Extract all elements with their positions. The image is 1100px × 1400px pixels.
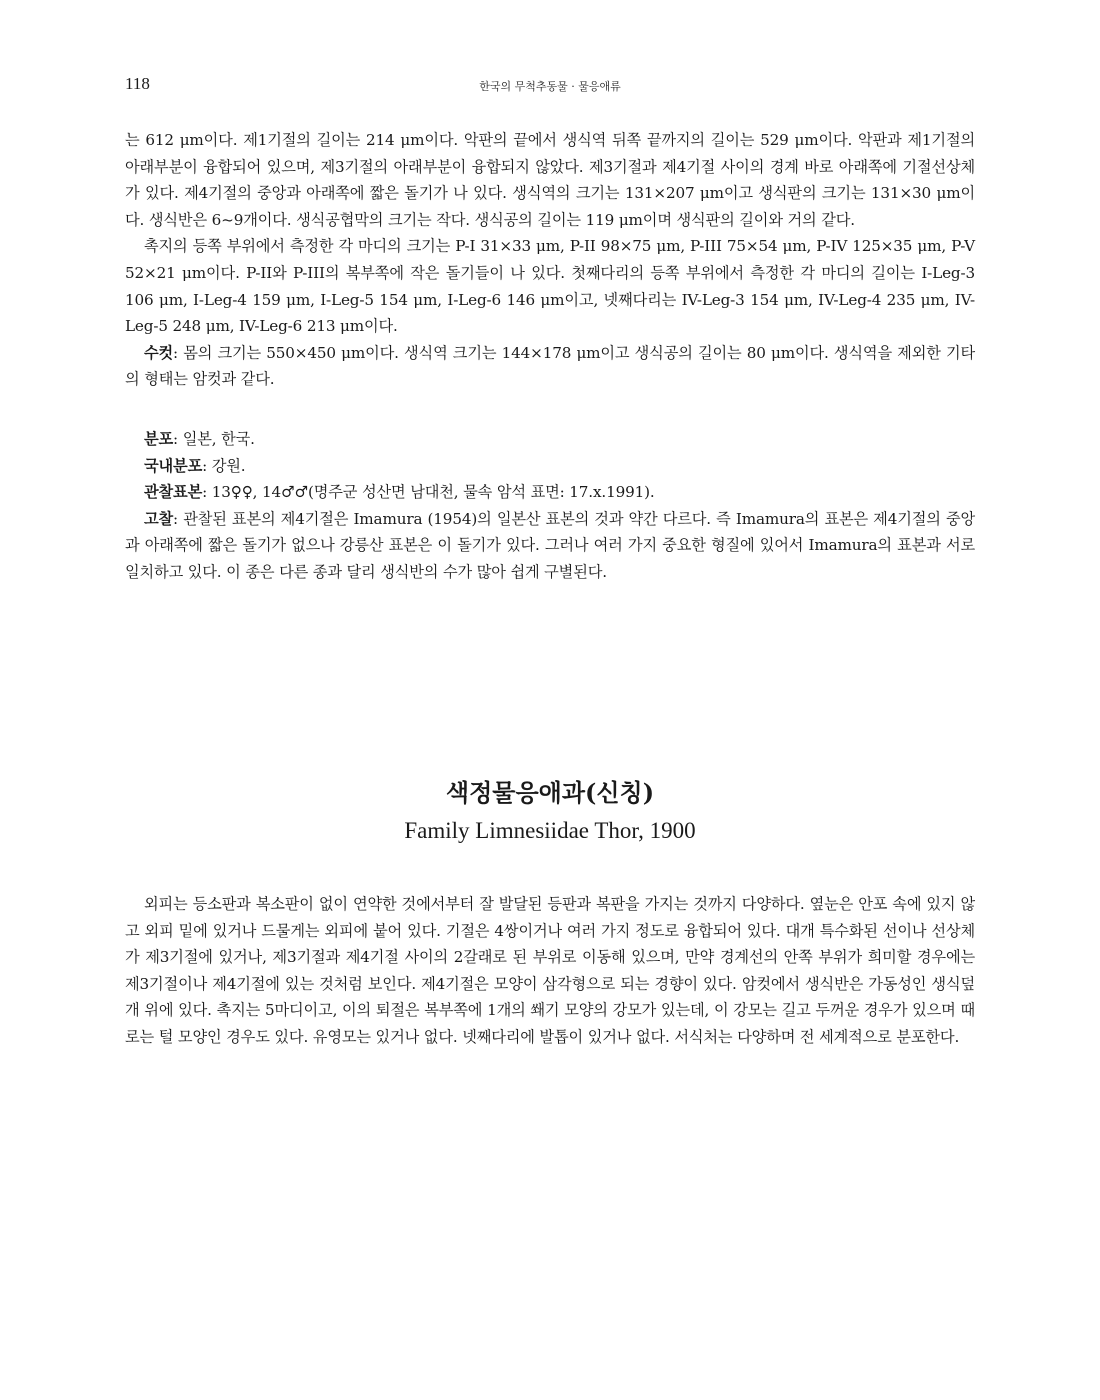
remarks-label: 고찰 [144, 509, 174, 528]
distribution-text: : 일본, 한국. [173, 429, 255, 448]
species-description [125, 127, 975, 586]
page-number: 118 [125, 74, 150, 93]
remarks-entry [125, 506, 975, 586]
korea-distribution-text: : 강원. [202, 456, 246, 475]
specimens-text: : 13♀♀, 14♂♂(명주군 성산면 남대천, 물속 암석 표면: 17.x.1991). [202, 483, 655, 502]
description-paragraph-1: 는 612 μm이다. 제1기절의 길이는 214 μm이다. 악판의 끝에서 생식역 뒤쪽 끝까지의 길이는 529 μm이다. 악판과 제1기절의 아래부분이 융합되어 있으며, 제3기절의 아래부분이 융합되지 않았다. 제3기절과 제4기절 사이의 경계 바로 아래쪽에 기절선상체가 있다. 제4기절의 중앙과 아래쪽에 짧은 돌기가 나 있다. 생식역의 크기는 131×207 μm이고 생식판의 크기는 131×30 μm이다. 생식반은 6~9개이다. 생식공협막의 크기는 작다. 생식공의 길이는 119 μm이며 생식판의 길이와 거의 같다. [125, 131, 975, 229]
specimens-label: 관찰표본 [144, 483, 203, 502]
running-header [125, 74, 975, 98]
male-text: : 몸의 크기는 550×450 μm이다. 생식역 크기는 144×178 μm이고 생식공의 길이는 80 μm이다. 생식역을 제외한 기타의 형태는 암컷과 같다. [125, 343, 975, 389]
specimens-entry [125, 479, 975, 506]
korea-distribution-label: 국내분포 [144, 456, 203, 475]
family-scientific-name: Family Limnesiidae Thor, 1900 [404, 818, 696, 843]
family-description [125, 891, 975, 1051]
remarks-text: : 관찰된 표본의 제4기절은 Imamura (1954)의 일본산 표본의 것과 약간 다르다. 즉 Imamura의 표본은 제4기절의 중앙과 아래쪽에 짧은 돌기가 없으나 강릉산 표본은 이 돌기가 있다. 그러나 여러 가지 중요한 형질에 있어서 Imamura의 표본과 서로 일치하고 있다. 이 종은 다른 종과 달리 생식반의 수가 많아 쉽게 구별된다. [125, 509, 975, 581]
family-heading [125, 776, 975, 848]
family-description-paragraph: 외피는 등소판과 복소판이 없이 연약한 것에서부터 잘 발달된 등판과 복판을 가지는 것까지 다양하다. 옆눈은 안포 속에 있지 않고 외피 밑에 있거나 드물게는 외피에 붙어 있다. 기절은 4쌍이거나 여러 가지 정도로 융합되어 있다. 대개 특수화된 선이나 선상체가 제3기절에 있거나, 제3기절과 제4기절 사이의 2갈래로 된 부위로 이동해 있으며, 만약 경계선의 안쪽 부위가 희미할 경우에는 제3기절이나 제4기절에 있는 것처럼 보인다. 제4기절은 모양이 삼각형으로 되는 경향이 있다. 암컷에서 생식반은 가동성인 생식덮개 위에 있다. 촉지는 5마디이고, 이의 퇴절은 복부쪽에 1개의 쐐기 모양의 강모가 있는데, 이 강모는 길고 두꺼운 경우가 있으며 때로는 털 모양인 경우도 있다. 유영모는 있거나 없다. 넷째다리에 발톱이 있거나 없다. 서식처는 다양하며 전 세계적으로 분포한다. [125, 895, 975, 1046]
male-paragraph [125, 340, 975, 393]
description-paragraph-2: 촉지의 등쪽 부위에서 측정한 각 마디의 크기는 P-I 31×33 μm, P-II 98×75 μm, P-III 75×54 μm, P-IV 125×35 μm, P-V 52×21 μm이다. P-II와 P-III의 복부쪽에 작은 돌기들이 나 있다. 첫째다리의 등쪽 부위에서 측정한 각 마디의 길이는 I-Leg-3 106 μm, I-Leg-4 159 μm, I-Leg-5 154 μm, I-Leg-6 146 μm이고, 넷째다리는 IV-Leg-3 154 μm, IV-Leg-4 235 μm, IV-Leg-5 248 μm, IV-Leg-6 213 μm이다. [125, 237, 975, 336]
family-korean-name: 색정물응애과(신칭) [445, 778, 655, 807]
section-spacer [125, 393, 975, 426]
distribution-entry [125, 426, 975, 453]
distribution-label: 분포 [144, 429, 174, 448]
male-label: 수컷 [144, 343, 174, 362]
korea-distribution-entry [125, 453, 975, 480]
running-title: 한국의 무척추동물 · 물응애류 [479, 80, 621, 93]
